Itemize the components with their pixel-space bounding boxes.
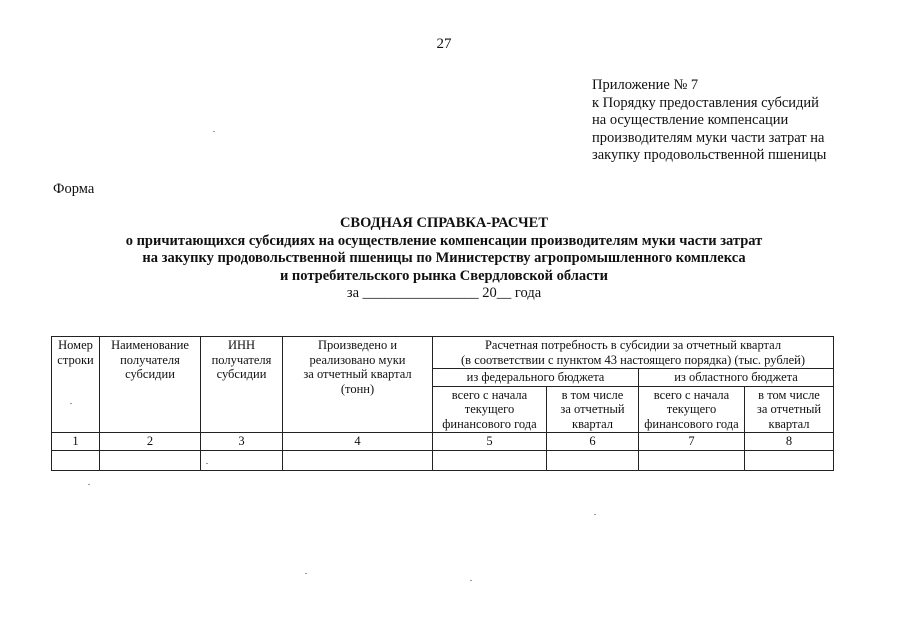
table-cell	[639, 451, 745, 471]
header-text: финансового года	[644, 416, 739, 431]
header-text: субсидии	[216, 367, 267, 381]
column-number: 8	[745, 433, 834, 451]
appendix-line: закупку продовольственной пшеницы	[592, 147, 827, 163]
header-row-number	[52, 337, 100, 433]
column-number-row	[52, 433, 834, 451]
page-number: 27	[436, 36, 452, 52]
scan-speck	[305, 573, 307, 574]
header-text: строки	[57, 352, 94, 367]
header-text: Наименование	[111, 338, 189, 352]
header-row	[52, 337, 834, 369]
table-cell	[100, 451, 201, 471]
scan-speck	[70, 403, 72, 404]
header-text: в том числе	[561, 387, 624, 402]
document-title-block	[0, 215, 888, 303]
header-text: субсидии	[125, 367, 175, 381]
table-cell	[201, 451, 283, 471]
table-cell	[52, 451, 100, 471]
header-federal-since-year-start	[433, 386, 547, 433]
document-subtitle-line: и потребительского рынка Свердловской области	[279, 267, 609, 284]
appendix-block	[592, 77, 892, 165]
column-number: 1	[52, 433, 100, 451]
header-text: Номер	[58, 338, 93, 352]
reporting-period: за ________________ 20__ года	[346, 285, 542, 301]
appendix-line: производителям муки части затрат на	[592, 129, 825, 146]
column-number: 3	[201, 433, 283, 451]
document-subtitle-line: о причитающихся субсидиях на осуществление компенсации производителям муки части затрат	[125, 232, 763, 249]
header-text: финансового года	[442, 416, 537, 431]
document-title: СВОДНАЯ СПРАВКА-РАСЧЕТ	[339, 215, 549, 231]
form-label: Форма	[53, 181, 95, 197]
table-cell	[433, 451, 547, 471]
column-number: 2	[100, 433, 201, 451]
column-number: 5	[433, 433, 547, 451]
scan-speck	[594, 514, 596, 515]
table-cell	[547, 451, 639, 471]
column-number: 6	[547, 433, 639, 451]
header-text: Расчетная потребность в субсидии за отчетный квартал	[484, 338, 782, 352]
appendix-line: к Порядку предоставления субсидий	[592, 94, 819, 111]
column-number: 7	[639, 433, 745, 451]
header-text: всего с начала	[451, 387, 528, 402]
header-regional-budget: из областного бюджета	[639, 369, 834, 387]
header-text: получателя	[211, 352, 272, 367]
appendix-line: Приложение № 7	[592, 77, 699, 93]
header-subsidy-need	[433, 337, 834, 369]
header-text: за отчетный	[560, 402, 625, 416]
header-text: за отчетный квартал	[303, 367, 412, 381]
scan-speck	[206, 463, 208, 464]
header-text: Произведено и	[317, 338, 398, 352]
header-text: получателя	[120, 352, 180, 367]
header-text: текущего	[464, 402, 515, 416]
header-text: в том числе	[758, 387, 820, 402]
scan-speck	[88, 484, 90, 485]
header-federal-for-quarter	[547, 386, 639, 433]
header-text: ИНН	[227, 338, 256, 352]
header-text: квартал	[768, 416, 810, 431]
table-cell	[283, 451, 433, 471]
header-text: реализовано муки	[309, 352, 406, 367]
header-text: (в соответствии с пунктом 43 настоящего порядка) (тыс. рублей)	[461, 352, 806, 367]
header-inn	[201, 337, 283, 433]
appendix-line: на осуществление компенсации	[592, 112, 789, 128]
header-produced-sold	[283, 337, 433, 433]
table-row	[52, 451, 834, 471]
header-text: всего с начала	[653, 387, 730, 402]
header-regional-for-quarter	[745, 386, 834, 433]
header-federal-budget: из федерального бюджета	[433, 369, 639, 387]
header-regional-since-year-start	[639, 386, 745, 433]
document-subtitle-line: на закупку продовольственной пшеницы по Министерству агропромышленного комплекса	[142, 250, 746, 266]
header-text: (тонн)	[340, 381, 375, 396]
header-text: за отчетный	[756, 402, 822, 416]
header-text: текущего	[666, 402, 717, 416]
column-number: 4	[283, 433, 433, 451]
table-cell	[745, 451, 834, 471]
header-text: квартал	[572, 416, 613, 431]
scan-speck	[470, 580, 472, 581]
subsidy-calculation-table	[51, 336, 834, 471]
header-recipient-name	[100, 337, 201, 433]
scan-speck	[213, 131, 215, 132]
